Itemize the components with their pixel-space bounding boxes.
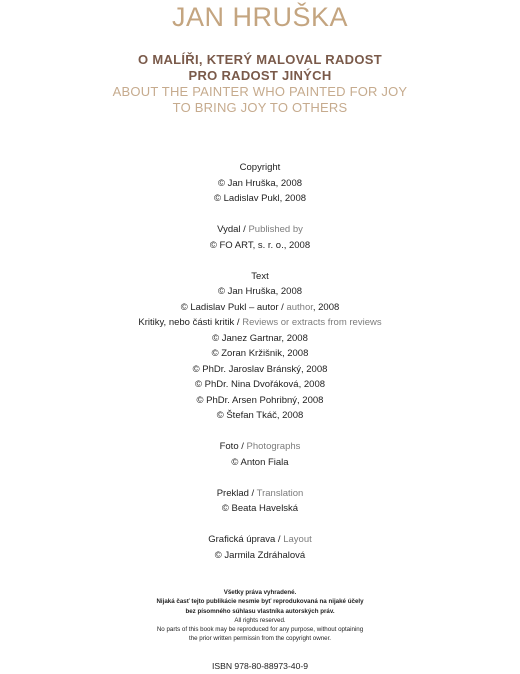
reviews-heading (0, 315, 520, 331)
text-line: © Jan Hruška, 2008 (217, 286, 303, 297)
publisher-heading-cz: Vydal / (217, 224, 249, 235)
rights-en-line: No parts of this book may be reproduced for any purpose, without optaining (156, 626, 364, 634)
text-author-cz: © Ladislav Pukl – autor / (180, 301, 287, 313)
publisher-heading (0, 222, 520, 238)
subtitle-czech-line-1: O MALÍŘI, KTERÝ MALOVAL RADOST (138, 52, 382, 67)
rights-cz-line: Nijaká časť tejto publikácie nesmie byť reprodukovaná na nijaké účely (156, 598, 364, 606)
layout-line: © Jarmila Zdráhalová (214, 549, 306, 561)
translation-heading (0, 486, 520, 502)
rights-notice (0, 588, 520, 644)
layout-heading-en: Layout (283, 534, 312, 545)
credits-block (0, 160, 520, 563)
rights-en-line: All rights reserved. (234, 616, 286, 624)
subtitle-czech-line-2: PRO RADOST JINÝCH (188, 68, 332, 83)
subtitle-english-line-2: TO BRING JOY TO OTHERS (172, 100, 348, 115)
copyright-line: © Ladislav Pukl, 2008 (213, 193, 307, 204)
photo-heading-cz: Foto / (219, 441, 247, 452)
copyright-line: © Jan Hruška, 2008 (217, 177, 303, 189)
review-line: © PhDr. Arsen Pohribný, 2008 (196, 394, 324, 406)
review-line: © PhDr. Nina Dvořáková, 2008 (194, 379, 326, 390)
text-author-en: author (286, 301, 313, 313)
reviews-heading-en: Reviews or extracts from reviews (242, 317, 382, 328)
reviews-heading-cz: Kritiky, nebo části kritik / (138, 317, 243, 328)
layout-heading (0, 532, 520, 548)
layout-heading-cz: Grafická úprava / (208, 534, 284, 545)
text-author-line (0, 300, 520, 316)
translation-line: © Beata Havelská (221, 503, 299, 514)
translation-heading-en: Translation (256, 487, 304, 499)
rights-en-line: the prior written permissin from the copyright owner. (188, 635, 332, 643)
text-author-year: , 2008 (312, 301, 340, 313)
translation-heading-cz: Preklad / (216, 487, 257, 499)
publisher-heading-en: Published by (248, 224, 303, 235)
review-line: © Zoran Kržišnik, 2008 (211, 348, 309, 359)
photo-heading (0, 439, 520, 455)
subtitle-english-line-1: ABOUT THE PAINTER WHO PAINTED FOR JOY (112, 84, 408, 99)
text-heading: Text (251, 270, 269, 282)
rights-cz-line: bez písomného súhlasu vlastníka autorských práv. (185, 607, 335, 615)
copyright-heading: Copyright (239, 162, 281, 173)
review-line: © Janez Gartnar, 2008 (212, 332, 308, 344)
photo-line: © Anton Fiala (231, 456, 289, 468)
rights-cz-line: Všetky práva vyhradené. (223, 589, 297, 596)
review-line: © Štefan Tkáč, 2008 (216, 410, 304, 421)
photo-heading-en: Photographs (246, 441, 301, 452)
isbn: ISBN 978-80-88973-40-9 (211, 661, 309, 671)
review-line: © PhDr. Jaroslav Bránský, 2008 (192, 363, 328, 375)
publisher-line: © FO ART, s. r. o., 2008 (209, 239, 311, 251)
author-title: JAN HRUŠKA (171, 2, 349, 32)
